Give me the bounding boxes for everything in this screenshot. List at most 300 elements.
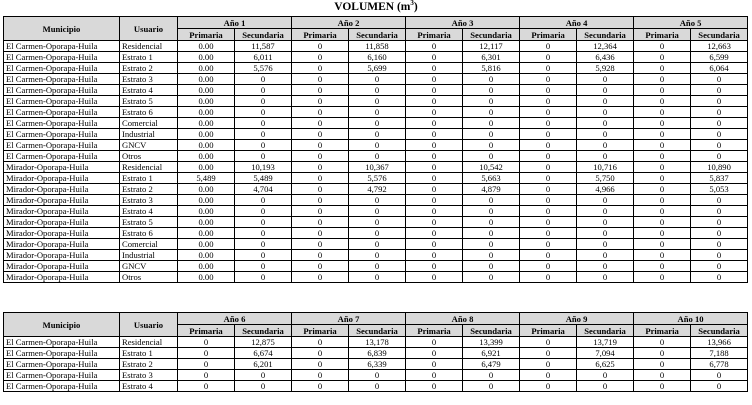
- municipio-cell: Mirador-Oporapa-Huila: [4, 206, 120, 217]
- usuario-cell: Estrato 3: [120, 370, 178, 381]
- secundaria-cell: 0: [463, 195, 520, 206]
- primaria-cell: 0.00: [178, 74, 235, 85]
- usuario-cell: GNCV: [120, 140, 178, 151]
- primaria-cell: 0: [634, 381, 691, 392]
- secundaria-cell: 0: [577, 381, 634, 392]
- secundaria-cell: 0: [691, 261, 748, 272]
- primaria-cell: 0: [292, 63, 349, 74]
- primaria-cell: 0: [292, 85, 349, 96]
- primaria-cell: 0: [520, 107, 577, 118]
- usuario-cell: Estrato 1: [120, 52, 178, 63]
- primaria-cell: 0.00: [178, 239, 235, 250]
- primaria-cell: 0: [634, 370, 691, 381]
- primaria-cell: 0: [292, 162, 349, 173]
- primaria-cell: 0: [406, 52, 463, 63]
- secundaria-cell: 0: [691, 96, 748, 107]
- primaria-cell: 0: [634, 74, 691, 85]
- primaria-cell: 0: [292, 118, 349, 129]
- primaria-cell: 0: [520, 63, 577, 74]
- primaria-cell: 0: [406, 239, 463, 250]
- table-row: [4, 41, 748, 52]
- primaria-cell: 0: [292, 359, 349, 370]
- secundaria-cell: 6,778: [691, 359, 748, 370]
- table-row: [4, 272, 748, 283]
- secundaria-cell: 0: [349, 228, 406, 239]
- secundaria-cell: 6,339: [349, 359, 406, 370]
- primaria-cell: 0: [634, 348, 691, 359]
- secundaria-cell: 0: [577, 261, 634, 272]
- primaria-cell: 0: [292, 41, 349, 52]
- secundaria-cell: 12,364: [577, 41, 634, 52]
- usuario-cell: Estrato 6: [120, 107, 178, 118]
- primaria-cell: 0: [520, 129, 577, 140]
- municipio-cell: El Carmen-Oporapa-Huila: [4, 85, 120, 96]
- usuario-cell: Estrato 2: [120, 184, 178, 195]
- primaria-cell: 0: [520, 96, 577, 107]
- secundaria-cell: 0: [235, 206, 292, 217]
- secundaria-cell: 13,719: [577, 337, 634, 348]
- primaria-cell: 0.00: [178, 206, 235, 217]
- header-year: Año 6: [178, 313, 292, 325]
- primaria-cell: 0: [634, 359, 691, 370]
- usuario-cell: Estrato 4: [120, 381, 178, 392]
- primaria-cell: 0.00: [178, 195, 235, 206]
- primaria-cell: 0.00: [178, 162, 235, 173]
- secundaria-cell: 5,489: [235, 173, 292, 184]
- secundaria-cell: 0: [463, 370, 520, 381]
- table-row: [4, 337, 748, 348]
- table-row: [4, 381, 748, 392]
- primaria-cell: 0: [178, 337, 235, 348]
- secundaria-cell: 0: [577, 217, 634, 228]
- table-row: [4, 348, 748, 359]
- primaria-cell: 0: [520, 52, 577, 63]
- primaria-cell: 0: [292, 74, 349, 85]
- primaria-cell: 0: [520, 162, 577, 173]
- header-secundaria: Secundaria: [463, 325, 520, 337]
- header-primaria: Primaria: [634, 29, 691, 41]
- primaria-cell: 0: [178, 370, 235, 381]
- primaria-cell: 0: [292, 206, 349, 217]
- primaria-cell: 0.00: [178, 250, 235, 261]
- secundaria-cell: 10,367: [349, 162, 406, 173]
- header-usuario: Usuario: [120, 313, 178, 337]
- table-row: [4, 250, 748, 261]
- primaria-cell: 0: [634, 217, 691, 228]
- municipio-cell: Mirador-Oporapa-Huila: [4, 228, 120, 239]
- secundaria-cell: 5,699: [349, 63, 406, 74]
- primaria-cell: 0.00: [178, 217, 235, 228]
- municipio-cell: El Carmen-Oporapa-Huila: [4, 381, 120, 392]
- primaria-cell: 0.00: [178, 228, 235, 239]
- usuario-cell: Estrato 1: [120, 348, 178, 359]
- secundaria-cell: 0: [235, 118, 292, 129]
- secundaria-cell: 0: [235, 272, 292, 283]
- header-secundaria: Secundaria: [235, 325, 292, 337]
- primaria-cell: 0: [634, 250, 691, 261]
- primaria-cell: 0: [634, 173, 691, 184]
- primaria-cell: 0.00: [178, 184, 235, 195]
- primaria-cell: 0: [406, 184, 463, 195]
- primaria-cell: 0.00: [178, 63, 235, 74]
- secundaria-cell: 6,625: [577, 359, 634, 370]
- header-secundaria: Secundaria: [577, 325, 634, 337]
- secundaria-cell: 12,117: [463, 41, 520, 52]
- table-row: [4, 107, 748, 118]
- usuario-cell: Estrato 6: [120, 228, 178, 239]
- primaria-cell: 0: [634, 195, 691, 206]
- primaria-cell: 0: [406, 272, 463, 283]
- primaria-cell: 0: [406, 206, 463, 217]
- primaria-cell: 0: [406, 74, 463, 85]
- secundaria-cell: 0: [235, 107, 292, 118]
- primaria-cell: 0: [634, 63, 691, 74]
- table-row: [4, 162, 748, 173]
- header-usuario: Usuario: [120, 17, 178, 41]
- secundaria-cell: 0: [463, 228, 520, 239]
- secundaria-cell: 6,301: [463, 52, 520, 63]
- primaria-cell: 0.00: [178, 52, 235, 63]
- secundaria-cell: 13,178: [349, 337, 406, 348]
- table-row: [4, 370, 748, 381]
- secundaria-cell: 12,875: [235, 337, 292, 348]
- usuario-cell: GNCV: [120, 261, 178, 272]
- primaria-cell: 0: [634, 96, 691, 107]
- secundaria-cell: 0: [235, 381, 292, 392]
- header-secundaria: Secundaria: [691, 29, 748, 41]
- municipio-cell: El Carmen-Oporapa-Huila: [4, 359, 120, 370]
- header-primaria: Primaria: [520, 29, 577, 41]
- primaria-cell: 0: [406, 195, 463, 206]
- usuario-cell: Estrato 5: [120, 217, 178, 228]
- secundaria-cell: 0: [235, 250, 292, 261]
- primaria-cell: 0: [634, 206, 691, 217]
- primaria-cell: 0: [634, 52, 691, 63]
- table-row: [4, 129, 748, 140]
- secundaria-cell: 4,879: [463, 184, 520, 195]
- secundaria-cell: 5,816: [463, 63, 520, 74]
- secundaria-cell: 0: [463, 239, 520, 250]
- municipio-cell: El Carmen-Oporapa-Huila: [4, 151, 120, 162]
- secundaria-cell: 6,599: [691, 52, 748, 63]
- primaria-cell: 0: [292, 217, 349, 228]
- secundaria-cell: 0: [577, 250, 634, 261]
- secundaria-cell: 0: [691, 151, 748, 162]
- primaria-cell: 0: [292, 250, 349, 261]
- municipio-cell: El Carmen-Oporapa-Huila: [4, 41, 120, 52]
- primaria-cell: 0: [520, 337, 577, 348]
- secundaria-cell: 0: [463, 85, 520, 96]
- primaria-cell: 0: [520, 261, 577, 272]
- secundaria-cell: 0: [463, 261, 520, 272]
- secundaria-cell: 0: [235, 96, 292, 107]
- secundaria-cell: 6,479: [463, 359, 520, 370]
- table-row: [4, 184, 748, 195]
- primaria-cell: 0: [634, 151, 691, 162]
- secundaria-cell: 0: [691, 272, 748, 283]
- secundaria-cell: 0: [577, 96, 634, 107]
- secundaria-cell: 4,966: [577, 184, 634, 195]
- municipio-cell: Mirador-Oporapa-Huila: [4, 184, 120, 195]
- secundaria-cell: 0: [577, 140, 634, 151]
- secundaria-cell: 0: [235, 370, 292, 381]
- primaria-cell: 0: [520, 184, 577, 195]
- secundaria-cell: 0: [577, 272, 634, 283]
- secundaria-cell: 6,839: [349, 348, 406, 359]
- secundaria-cell: 0: [691, 228, 748, 239]
- primaria-cell: 0: [634, 239, 691, 250]
- municipio-cell: Mirador-Oporapa-Huila: [4, 261, 120, 272]
- secundaria-cell: 0: [235, 74, 292, 85]
- secundaria-cell: 6,160: [349, 52, 406, 63]
- header-year: Año 7: [292, 313, 406, 325]
- table-row: [4, 173, 748, 184]
- header-secundaria: Secundaria: [691, 325, 748, 337]
- primaria-cell: 0: [406, 118, 463, 129]
- table-row: [4, 195, 748, 206]
- primaria-cell: 0: [406, 41, 463, 52]
- secundaria-cell: 0: [691, 381, 748, 392]
- primaria-cell: 0: [406, 250, 463, 261]
- header-year: Año 8: [406, 313, 520, 325]
- municipio-cell: El Carmen-Oporapa-Huila: [4, 118, 120, 129]
- secundaria-cell: 0: [349, 381, 406, 392]
- primaria-cell: 0.00: [178, 151, 235, 162]
- primaria-cell: 0: [292, 52, 349, 63]
- primaria-cell: 0.00: [178, 261, 235, 272]
- primaria-cell: 0: [520, 118, 577, 129]
- header-year: Año 3: [406, 17, 520, 29]
- primaria-cell: 0: [634, 85, 691, 96]
- primaria-cell: 0: [520, 74, 577, 85]
- secundaria-cell: 0: [349, 85, 406, 96]
- primaria-cell: 0: [634, 41, 691, 52]
- secundaria-cell: 10,890: [691, 162, 748, 173]
- primaria-cell: 0: [292, 96, 349, 107]
- secundaria-cell: 0: [463, 151, 520, 162]
- secundaria-cell: 0: [691, 74, 748, 85]
- primaria-cell: 0: [634, 129, 691, 140]
- secundaria-cell: 0: [349, 239, 406, 250]
- primaria-cell: 0: [520, 228, 577, 239]
- primaria-cell: 0: [634, 272, 691, 283]
- municipio-cell: Mirador-Oporapa-Huila: [4, 173, 120, 184]
- secundaria-cell: 0: [235, 195, 292, 206]
- primaria-cell: 0: [406, 359, 463, 370]
- secundaria-cell: 0: [463, 250, 520, 261]
- secundaria-cell: 0: [577, 129, 634, 140]
- primaria-cell: 0: [292, 381, 349, 392]
- usuario-cell: Estrato 1: [120, 173, 178, 184]
- primaria-cell: 0: [406, 107, 463, 118]
- header-primaria: Primaria: [406, 325, 463, 337]
- primaria-cell: 0: [292, 228, 349, 239]
- volume-table-years-6-10: [3, 312, 748, 392]
- secundaria-cell: 0: [349, 206, 406, 217]
- secundaria-cell: 0: [349, 107, 406, 118]
- secundaria-cell: 11,587: [235, 41, 292, 52]
- secundaria-cell: 0: [235, 228, 292, 239]
- header-year: Año 2: [292, 17, 406, 29]
- primaria-cell: 0: [292, 272, 349, 283]
- secundaria-cell: 5,750: [577, 173, 634, 184]
- secundaria-cell: 0: [349, 96, 406, 107]
- primaria-cell: 0: [520, 151, 577, 162]
- header-primaria: Primaria: [292, 29, 349, 41]
- secundaria-cell: 0: [691, 206, 748, 217]
- secundaria-cell: 0: [463, 118, 520, 129]
- primaria-cell: 0: [406, 217, 463, 228]
- primaria-cell: 0: [520, 272, 577, 283]
- primaria-cell: 0: [406, 348, 463, 359]
- secundaria-cell: 0: [691, 217, 748, 228]
- usuario-cell: Industrial: [120, 250, 178, 261]
- primaria-cell: 0: [520, 348, 577, 359]
- secundaria-cell: 0: [577, 107, 634, 118]
- secundaria-cell: 0: [691, 239, 748, 250]
- secundaria-cell: 7,188: [691, 348, 748, 359]
- secundaria-cell: 0: [235, 129, 292, 140]
- header-secundaria: Secundaria: [235, 29, 292, 41]
- primaria-cell: 0.00: [178, 107, 235, 118]
- secundaria-cell: 0: [577, 118, 634, 129]
- secundaria-cell: 6,921: [463, 348, 520, 359]
- secundaria-cell: 0: [463, 381, 520, 392]
- secundaria-cell: 5,837: [691, 173, 748, 184]
- primaria-cell: 0.00: [178, 118, 235, 129]
- header-municipio: Municipio: [4, 17, 120, 41]
- secundaria-cell: 0: [463, 272, 520, 283]
- secundaria-cell: 0: [691, 140, 748, 151]
- usuario-cell: Comercial: [120, 239, 178, 250]
- primaria-cell: 0: [520, 206, 577, 217]
- table-row: [4, 74, 748, 85]
- primaria-cell: 0: [520, 239, 577, 250]
- header-municipio: Municipio: [4, 313, 120, 337]
- table-row: [4, 140, 748, 151]
- secundaria-cell: 5,576: [349, 173, 406, 184]
- volume-table-years-1-5: [3, 16, 748, 283]
- header-secundaria: Secundaria: [349, 29, 406, 41]
- secundaria-cell: 6,011: [235, 52, 292, 63]
- secundaria-cell: 0: [349, 217, 406, 228]
- secundaria-cell: 0: [463, 206, 520, 217]
- secundaria-cell: 0: [349, 250, 406, 261]
- municipio-cell: El Carmen-Oporapa-Huila: [4, 107, 120, 118]
- table-row: [4, 63, 748, 74]
- secundaria-cell: 0: [691, 370, 748, 381]
- header-year: Año 5: [634, 17, 748, 29]
- primaria-cell: 0: [634, 261, 691, 272]
- secundaria-cell: 0: [463, 217, 520, 228]
- secundaria-cell: 0: [691, 195, 748, 206]
- primaria-cell: 0: [520, 250, 577, 261]
- secundaria-cell: 0: [349, 129, 406, 140]
- secundaria-cell: 6,064: [691, 63, 748, 74]
- secundaria-cell: 0: [235, 239, 292, 250]
- primaria-cell: 0: [292, 173, 349, 184]
- primaria-cell: 0: [406, 228, 463, 239]
- primaria-cell: 0: [292, 151, 349, 162]
- primaria-cell: 0: [406, 173, 463, 184]
- primaria-cell: 0: [520, 173, 577, 184]
- secundaria-cell: 0: [349, 151, 406, 162]
- primaria-cell: 0: [406, 96, 463, 107]
- secundaria-cell: 0: [349, 140, 406, 151]
- usuario-cell: Industrial: [120, 129, 178, 140]
- secundaria-cell: 12,663: [691, 41, 748, 52]
- secundaria-cell: 11,858: [349, 41, 406, 52]
- primaria-cell: 0: [178, 381, 235, 392]
- header-primaria: Primaria: [406, 29, 463, 41]
- secundaria-cell: 0: [691, 250, 748, 261]
- primaria-cell: 0: [406, 261, 463, 272]
- secundaria-cell: 0: [691, 129, 748, 140]
- secundaria-cell: 7,094: [577, 348, 634, 359]
- primaria-cell: 0: [520, 370, 577, 381]
- primaria-cell: 0.00: [178, 85, 235, 96]
- table-row: [4, 217, 748, 228]
- secundaria-cell: 0: [235, 85, 292, 96]
- primaria-cell: 0: [406, 140, 463, 151]
- table-row: [4, 239, 748, 250]
- primaria-cell: 0.00: [178, 272, 235, 283]
- table-row: [4, 151, 748, 162]
- header-year: Año 4: [520, 17, 634, 29]
- secundaria-cell: 0: [349, 195, 406, 206]
- header-secundaria: Secundaria: [463, 29, 520, 41]
- secundaria-cell: 0: [577, 151, 634, 162]
- primaria-cell: 0: [292, 184, 349, 195]
- municipio-cell: El Carmen-Oporapa-Huila: [4, 63, 120, 74]
- secundaria-cell: 6,436: [577, 52, 634, 63]
- primaria-cell: 0.00: [178, 41, 235, 52]
- primaria-cell: 0: [634, 162, 691, 173]
- usuario-cell: Estrato 4: [120, 85, 178, 96]
- usuario-cell: Comercial: [120, 118, 178, 129]
- primaria-cell: 0: [292, 261, 349, 272]
- primaria-cell: 0: [406, 63, 463, 74]
- table-row: [4, 96, 748, 107]
- primaria-cell: 0: [520, 217, 577, 228]
- municipio-cell: El Carmen-Oporapa-Huila: [4, 129, 120, 140]
- primaria-cell: 0: [634, 337, 691, 348]
- table-row: [4, 85, 748, 96]
- primaria-cell: 0: [520, 359, 577, 370]
- municipio-cell: El Carmen-Oporapa-Huila: [4, 96, 120, 107]
- secundaria-cell: 0: [577, 228, 634, 239]
- municipio-cell: El Carmen-Oporapa-Huila: [4, 74, 120, 85]
- secundaria-cell: 0: [463, 96, 520, 107]
- header-year: Año 10: [634, 313, 748, 325]
- page-title: VOLUMEN $(m^3)$: [334, 0, 418, 13]
- usuario-cell: Estrato 4: [120, 206, 178, 217]
- table-row: [4, 261, 748, 272]
- secundaria-cell: 0: [235, 151, 292, 162]
- header-primaria: Primaria: [520, 325, 577, 337]
- secundaria-cell: 0: [577, 239, 634, 250]
- secundaria-cell: 0: [235, 217, 292, 228]
- secundaria-cell: 13,399: [463, 337, 520, 348]
- header-primaria: Primaria: [178, 29, 235, 41]
- secundaria-cell: 0: [349, 118, 406, 129]
- secundaria-cell: 4,704: [235, 184, 292, 195]
- usuario-cell: Estrato 5: [120, 96, 178, 107]
- secundaria-cell: 5,576: [235, 63, 292, 74]
- secundaria-cell: 0: [577, 85, 634, 96]
- primaria-cell: 0: [520, 195, 577, 206]
- primaria-cell: 0: [292, 140, 349, 151]
